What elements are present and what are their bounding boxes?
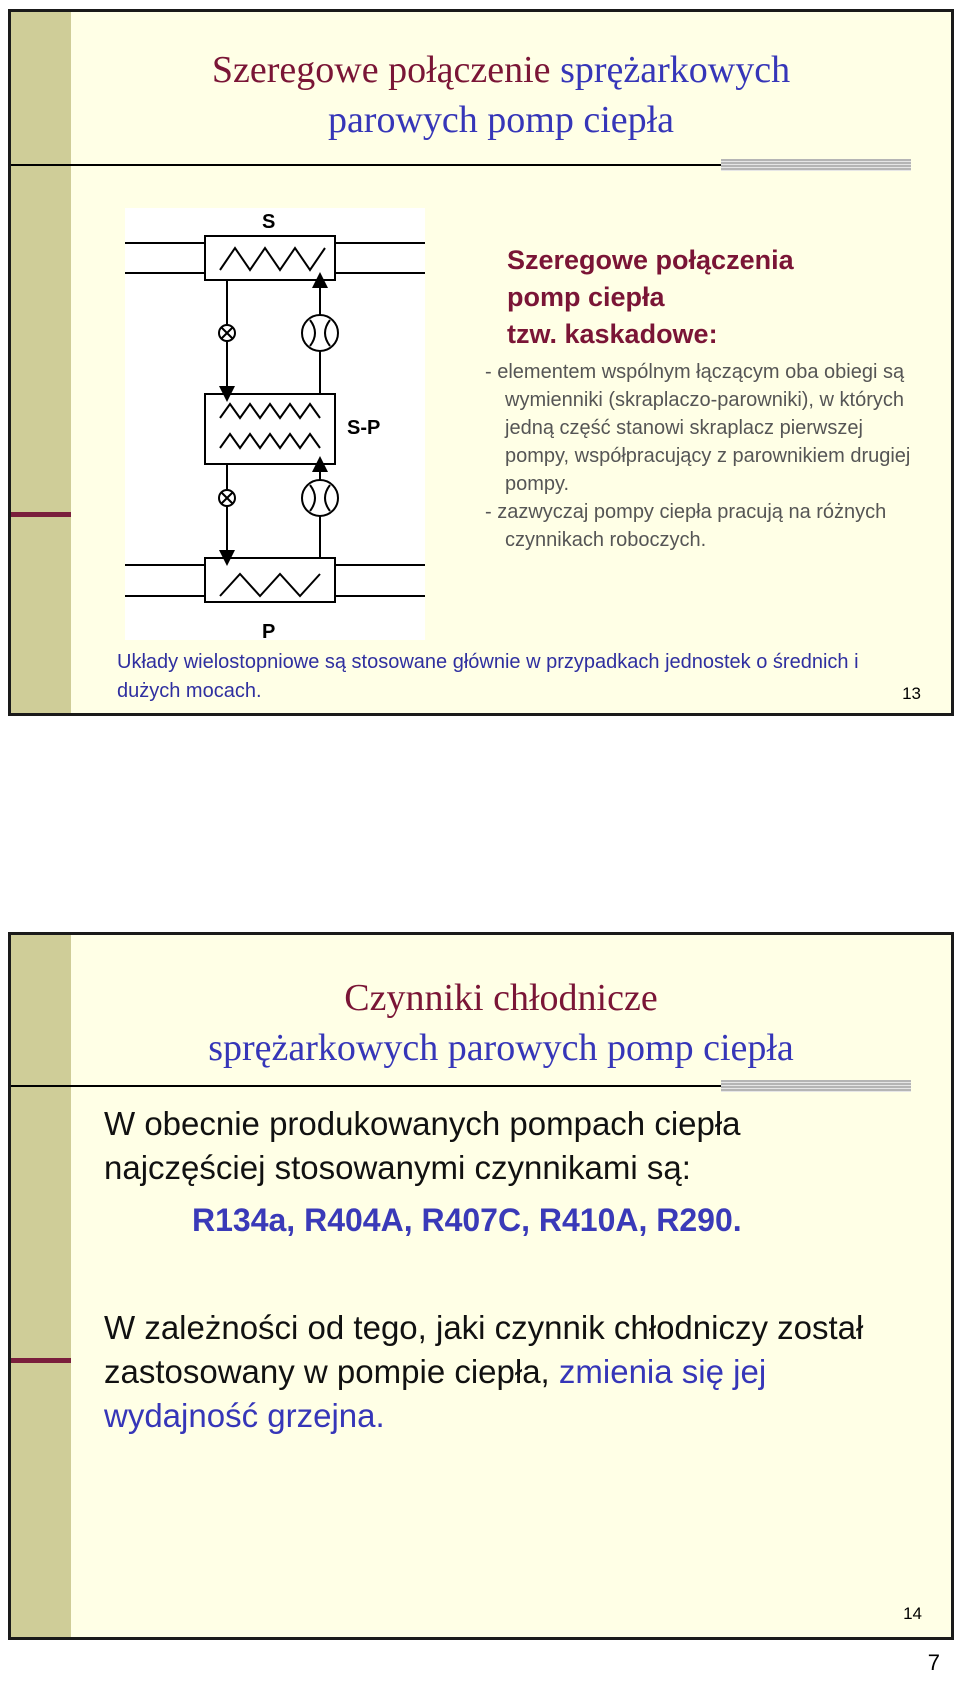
bullet-item: - elementem wspólnym łączącym oba obiegi są wymienniki (skraplaczo-parowniki), w których jedną część stanowi skraplacz pierwszej pompy, współpracujący z parownikiem drugiej pompy. (485, 361, 911, 495)
efficiency-text: W zależności od tego, jaki czynnik chłodniczy został zastosowany w pompie ciepła, (104, 1309, 864, 1390)
efficiency-highlight: zmienia się jej wydajność grzejna. (104, 1353, 767, 1434)
cascade-heat-pump-diagram (125, 208, 425, 640)
bullet-item: - zazwyczaj pompy ciepła pracują na różnych czynnikach roboczych. (485, 501, 887, 551)
cascade-bullets (485, 358, 925, 554)
sidebar-notch (11, 512, 71, 517)
title-accent-bar (721, 159, 911, 171)
refrigerant-list: R134a, R404A, R407C, R410A, R290. (192, 1202, 742, 1238)
slide-title (71, 45, 931, 145)
sidebar-notch (11, 1358, 71, 1363)
slide-13 (8, 9, 954, 716)
refrigerants-intro: W obecnie produkowanych pompach ciepła najczęściej stosowanymi czynnikami są: (104, 1105, 741, 1186)
slide-number: 13 (902, 684, 921, 703)
title-line-2: parowych pomp ciepła (327, 99, 675, 141)
title-line-1: Czynniki chłodnicze (344, 977, 658, 1019)
subheading-line: pomp ciepła (507, 282, 665, 312)
slide-title (71, 973, 931, 1073)
label-s: S (262, 211, 276, 233)
title-accent-bar (721, 1080, 911, 1092)
efficiency-paragraph (104, 1306, 904, 1438)
slide-sidebar (11, 12, 71, 713)
cascade-subheading (507, 242, 927, 353)
title-part-2: sprężarkowych (560, 49, 791, 91)
slide-sidebar (11, 935, 71, 1637)
title-line-2: sprężarkowych parowych pomp ciepła (208, 1027, 794, 1069)
label-s-p: S-P (347, 417, 381, 439)
slide-number: 14 (903, 1604, 922, 1623)
title-divider (11, 1085, 721, 1087)
label-p: P (262, 621, 276, 640)
title-divider (11, 164, 721, 166)
title-part-1: Szeregowe połączenie (211, 49, 551, 91)
slide-14 (8, 932, 954, 1640)
footnote: Układy wielostopniowe są stosowane głównie w przypadkach jednostek o średnich i dużych mocach. (117, 651, 859, 702)
subheading-line: tzw. kaskadowe: (507, 319, 718, 349)
subheading-line: Szeregowe połączenia (507, 245, 794, 275)
document-page-number: 7 (927, 1650, 940, 1675)
